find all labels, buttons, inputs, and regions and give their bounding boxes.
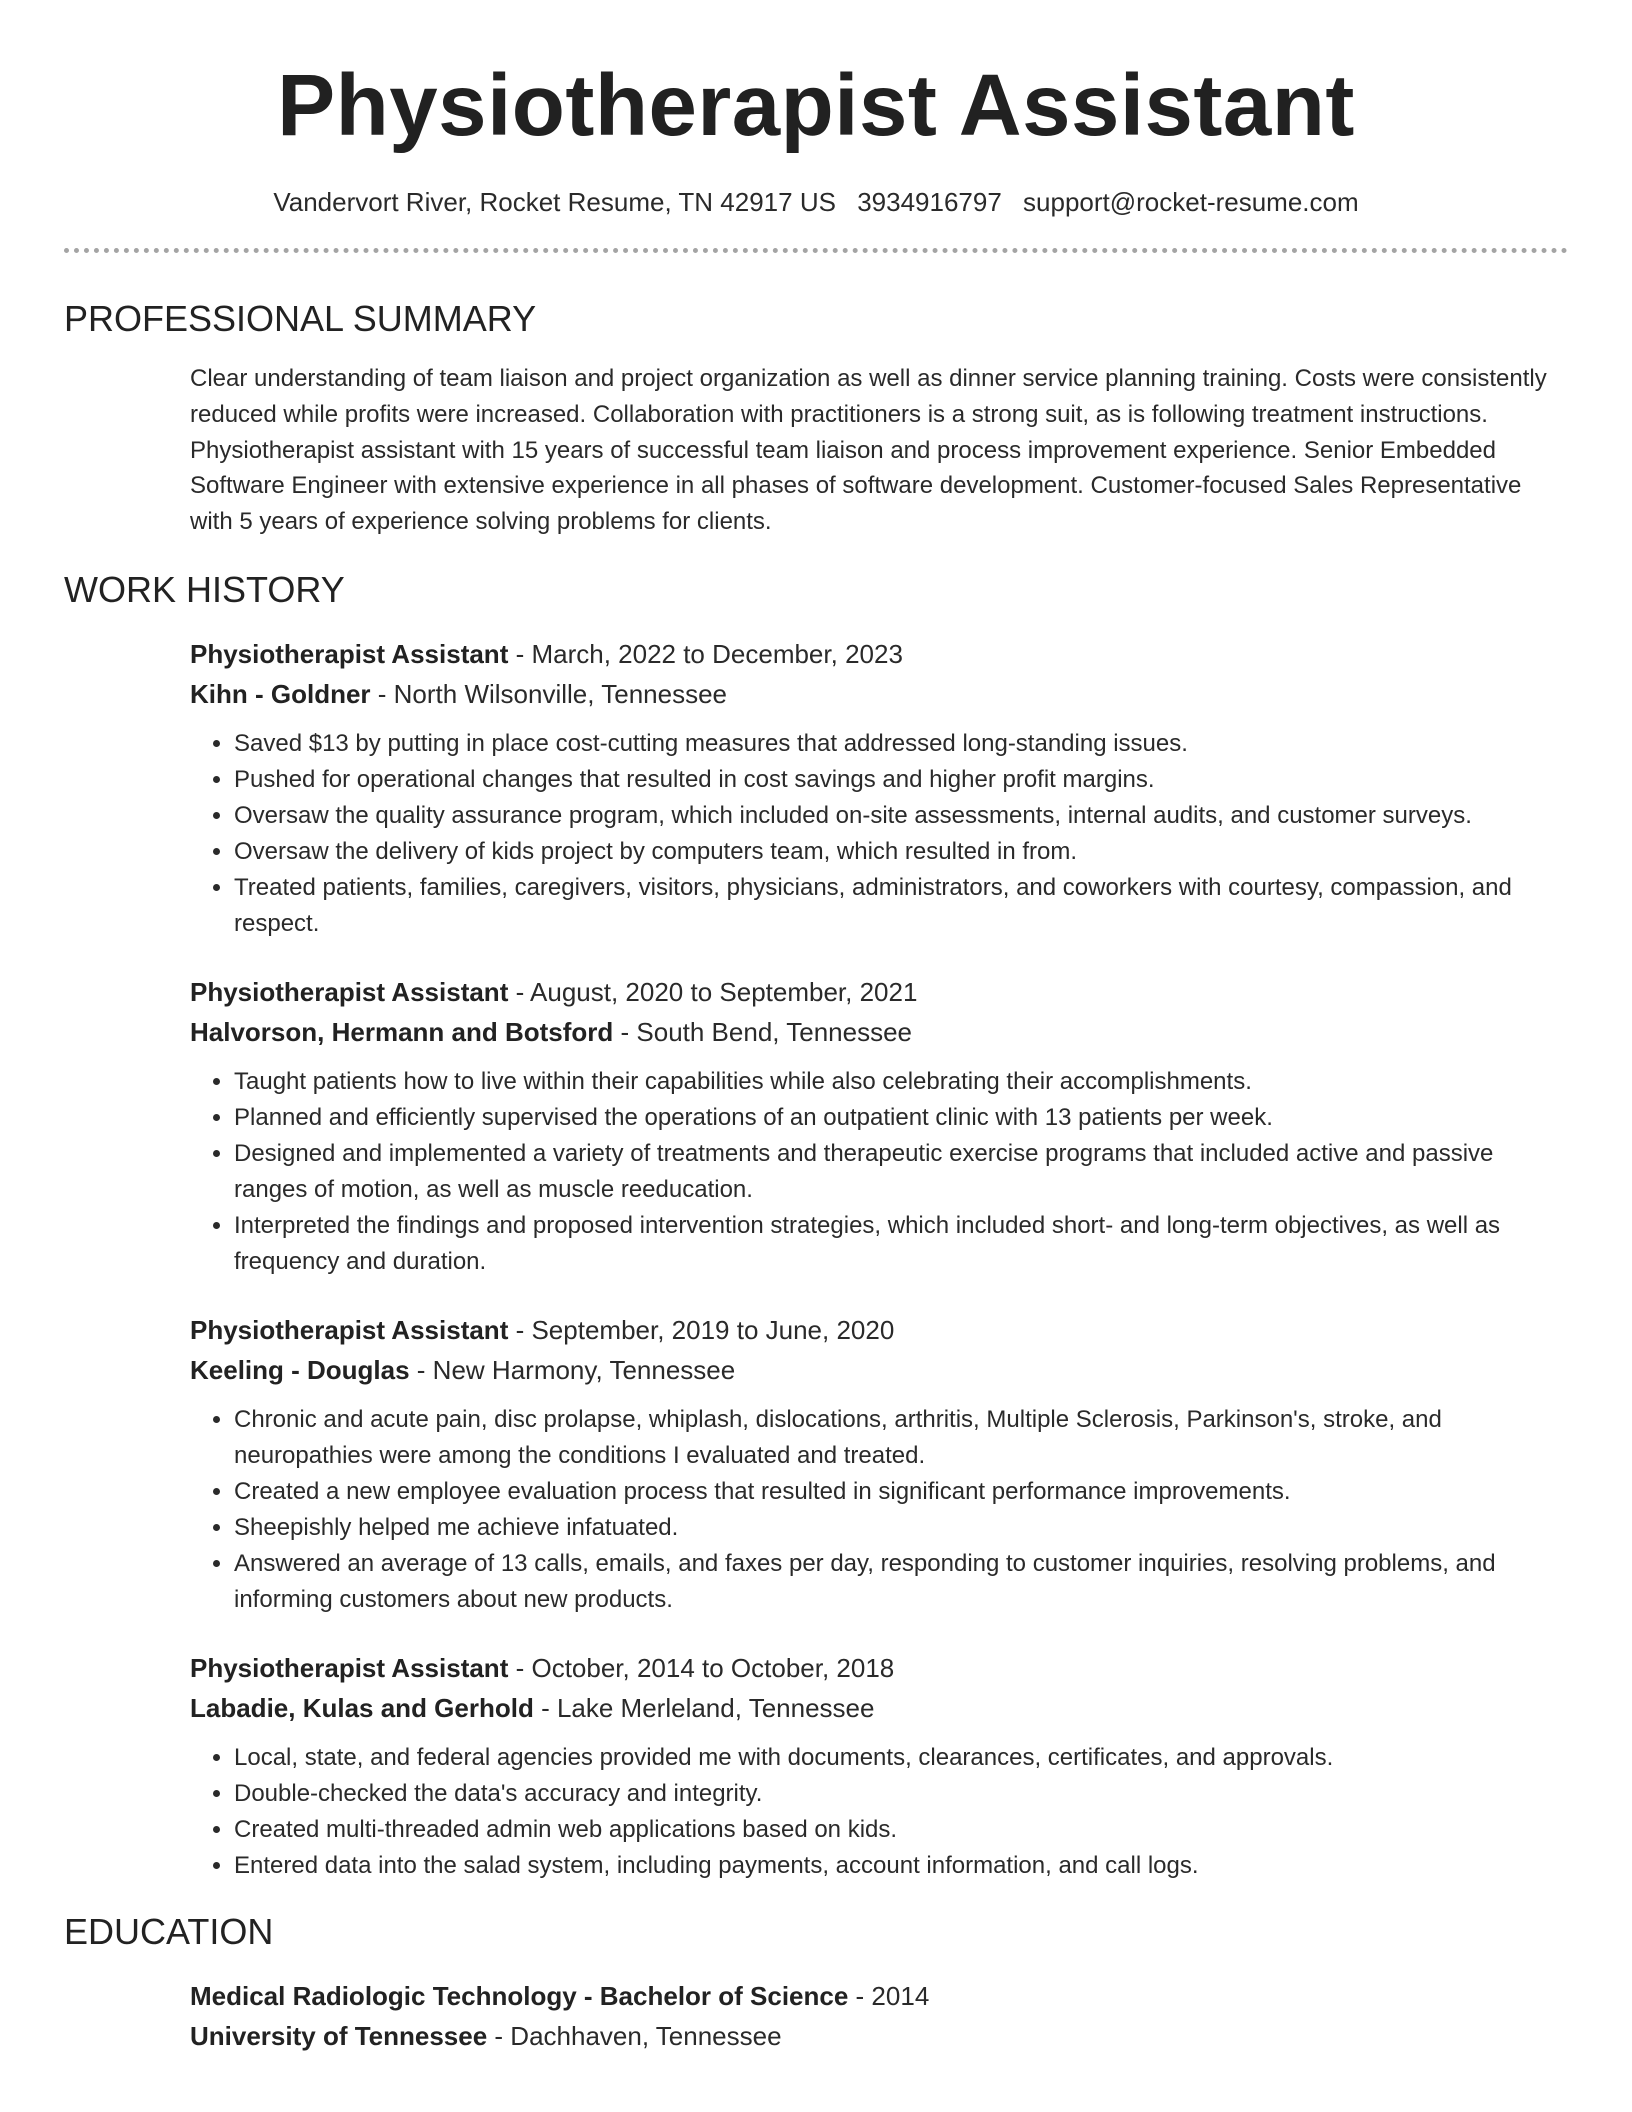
job-company-line	[190, 1012, 1568, 1052]
job-entry	[190, 1648, 1568, 1884]
job-company: Kihn - Goldner	[190, 678, 371, 709]
job-role: Physiotherapist Assistant	[190, 1314, 509, 1345]
job-bullet-list	[190, 1740, 1568, 1884]
education-school: University of Tennessee	[190, 2020, 488, 2051]
education-school-line	[190, 2016, 1568, 2056]
job-company: Keeling - Douglas	[190, 1354, 410, 1385]
job-role: Physiotherapist Assistant	[190, 1652, 509, 1683]
job-bullet: • Interpreted the findings and proposed intervention strategies, which included short- and long-term objectives, as well as frequency and duration.	[234, 1208, 1568, 1280]
section-title-education: EDUCATION	[64, 1910, 274, 1952]
job-bullet: • Local, state, and federal agencies provided me with documents, clearances, certificates, and approvals.	[234, 1740, 1568, 1776]
job-company-line	[190, 674, 1568, 714]
job-bullet: • Double-checked the data's accuracy and integrity.	[234, 1776, 1568, 1812]
job-title-line	[190, 1310, 1568, 1350]
job-bullet: • Designed and implemented a variety of treatments and therapeutic exercise programs that included active and passive ranges of motion, as well as muscle reeducation.	[234, 1136, 1568, 1208]
contact-phone: 3934916797	[857, 187, 1002, 217]
job-title-line	[190, 972, 1568, 1012]
header-divider	[64, 248, 1568, 253]
job-location: - South Bend, Tennessee	[613, 1016, 913, 1047]
job-entry	[190, 1310, 1568, 1618]
job-bullet: • Answered an average of 13 calls, emails, and faxes per day, responding to customer inquiries, resolving problems, and informing customers about new products.	[234, 1546, 1568, 1618]
education-entry	[190, 1976, 1568, 2056]
job-bullet-list	[190, 726, 1568, 942]
job-bullet: • Saved $13 by putting in place cost-cutting measures that addressed long-standing issues.	[234, 726, 1568, 762]
job-entry	[190, 972, 1568, 1280]
job-company: Halvorson, Hermann and Botsford	[190, 1016, 614, 1047]
contact-address: Vandervort River, Rocket Resume, TN 42917 US	[273, 187, 836, 217]
job-location: - New Harmony, Tennessee	[409, 1354, 736, 1385]
section-title-work-history: WORK HISTORY	[64, 568, 345, 610]
job-bullet: • Entered data into the salad system, including payments, account information, and call logs.	[234, 1848, 1568, 1884]
job-bullet-list	[190, 1402, 1568, 1618]
job-bullet: • Planned and efficiently supervised the operations of an outpatient clinic with 13 patients per week.	[234, 1100, 1568, 1136]
job-dates: - September, 2019 to June, 2020	[508, 1314, 895, 1345]
job-company-line	[190, 1688, 1568, 1728]
section-title-summary: PROFESSIONAL SUMMARY	[64, 298, 537, 339]
job-role: Physiotherapist Assistant	[190, 638, 509, 669]
job-title-line	[190, 1648, 1568, 1688]
contact-email: support@rocket-resume.com	[1023, 187, 1359, 217]
job-dates: - October, 2014 to October, 2018	[508, 1652, 895, 1683]
job-entry	[190, 634, 1568, 942]
resume-name: Physiotherapist Assistant	[277, 57, 1355, 154]
job-bullet: • Oversaw the delivery of kids project by computers team, which resulted in from.	[234, 834, 1568, 870]
job-bullet-list	[190, 1064, 1568, 1280]
education-degree-line	[190, 1976, 1568, 2016]
education-degree: Medical Radiologic Technology - Bachelor of Science	[190, 1980, 849, 2011]
summary-text: Clear understanding of team liaison and project organization as well as dinner service planning training. Costs were consistently reduced while profits were increased. Collaboration with practitioners is a strong suit, as is following treatment instructions. Physiotherapist assistant with 15 years of successful team liaison and process improvement experience. Senior Embedded Software Engineer with extensive experience in all phases of software development. Customer-focused Sales Representative with 5 years of experience solving problems for clients.	[190, 365, 1547, 536]
job-title-line	[190, 634, 1568, 674]
job-location: - Lake Merleland, Tennessee	[533, 1692, 875, 1723]
job-company: Labadie, Kulas and Gerhold	[190, 1692, 534, 1723]
job-bullet: • Treated patients, families, caregivers, visitors, physicians, administrators, and coworkers with courtesy, compassion, and respect.	[234, 870, 1568, 942]
education-year: - 2014	[848, 1980, 930, 2011]
job-company-line	[190, 1350, 1568, 1390]
job-dates: - March, 2022 to December, 2023	[508, 638, 903, 669]
job-bullet: • Created a new employee evaluation process that resulted in significant performance improvements.	[234, 1474, 1568, 1510]
job-role: Physiotherapist Assistant	[190, 976, 509, 1007]
contact-line	[64, 186, 1568, 218]
job-bullet: • Taught patients how to live within their capabilities while also celebrating their accomplishments.	[234, 1064, 1568, 1100]
job-bullet: • Created multi-threaded admin web applications based on kids.	[234, 1812, 1568, 1848]
job-bullet: • Oversaw the quality assurance program, which included on-site assessments, internal audits, and customer surveys.	[234, 798, 1568, 834]
job-bullet: • Pushed for operational changes that resulted in cost savings and higher profit margins.	[234, 762, 1568, 798]
resume-page	[64, 0, 1568, 2056]
job-location: - North Wilsonville, Tennessee	[370, 678, 727, 709]
job-bullet: • Sheepishly helped me achieve infatuated.	[234, 1510, 1568, 1546]
job-dates: - August, 2020 to September, 2021	[508, 976, 918, 1007]
job-bullet: • Chronic and acute pain, disc prolapse, whiplash, dislocations, arthritis, Multiple Sclerosis, Parkinson's, stroke, and neuropathies were among the conditions I evaluated and treated.	[234, 1402, 1568, 1474]
education-location: - Dachhaven, Tennessee	[487, 2020, 782, 2051]
